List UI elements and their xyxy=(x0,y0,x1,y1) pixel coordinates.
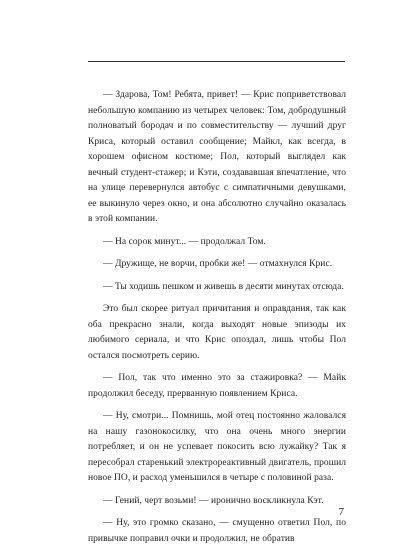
paragraph: — Пол, так что именно это за стажировка? — Майк продолжил беседу, прерванную появлением Криса. xyxy=(88,373,346,399)
paragraph: — Ну, это громко сказано, — смущенно ответил Пол, по привычке поправил очки и продолжил, не обратив xyxy=(88,518,346,544)
header-rule xyxy=(88,61,345,62)
paragraph: — Дружище, не ворчи, пробки же! — отмахнулся Крис. xyxy=(103,259,333,269)
paragraph: — Ты ходишь пешком и живешь в десяти минутах отсюда. xyxy=(103,281,344,292)
paragraph: — На сорок минут... — продолжал Том. xyxy=(103,236,266,247)
paragraph: Это был скорее ритуал причитания и оправдания, так как оба прекрасно знали, когда выходят новые эпизоды их любимого сериала, и что Крис опоздал, лишь чтобы Пол остался посмотреть серию. xyxy=(88,304,346,361)
body-text xyxy=(88,88,346,547)
paragraph: — Гений, черт возьми! — иронично воскликнула Кэт. xyxy=(103,495,324,506)
paragraph: — Ну, смотри... Помнишь, мой отец постоянно жаловался на нашу газонокосилку, что она очень много энергии потребляет, и он не успевает покосить всю лужайку? Так я пересобрал старенький электрореактивный двигатель, прошил новое ПО, и расход уменьшился в четыре с половиной раза. xyxy=(88,411,346,483)
page-number: 7 xyxy=(338,506,344,518)
paragraph: — Здарова, Том! Ребята, привет! — Крис поприветствовал небольшую компанию из четырех человек: Том, добродушный полноватый бородач и по совместительству — лучший друг Криса, который оставил сообщение; Майкл, как всегда, в хорошем офисном костюме; Пол, который выглядел как вечный студент-стажер; и Кэти, создававшая впечатление, что на улице перевернулся автобус с симпатичными девушками, ее выкинуло через окно, и она абсолютно случайно оказалась в этой компании. xyxy=(88,90,346,224)
